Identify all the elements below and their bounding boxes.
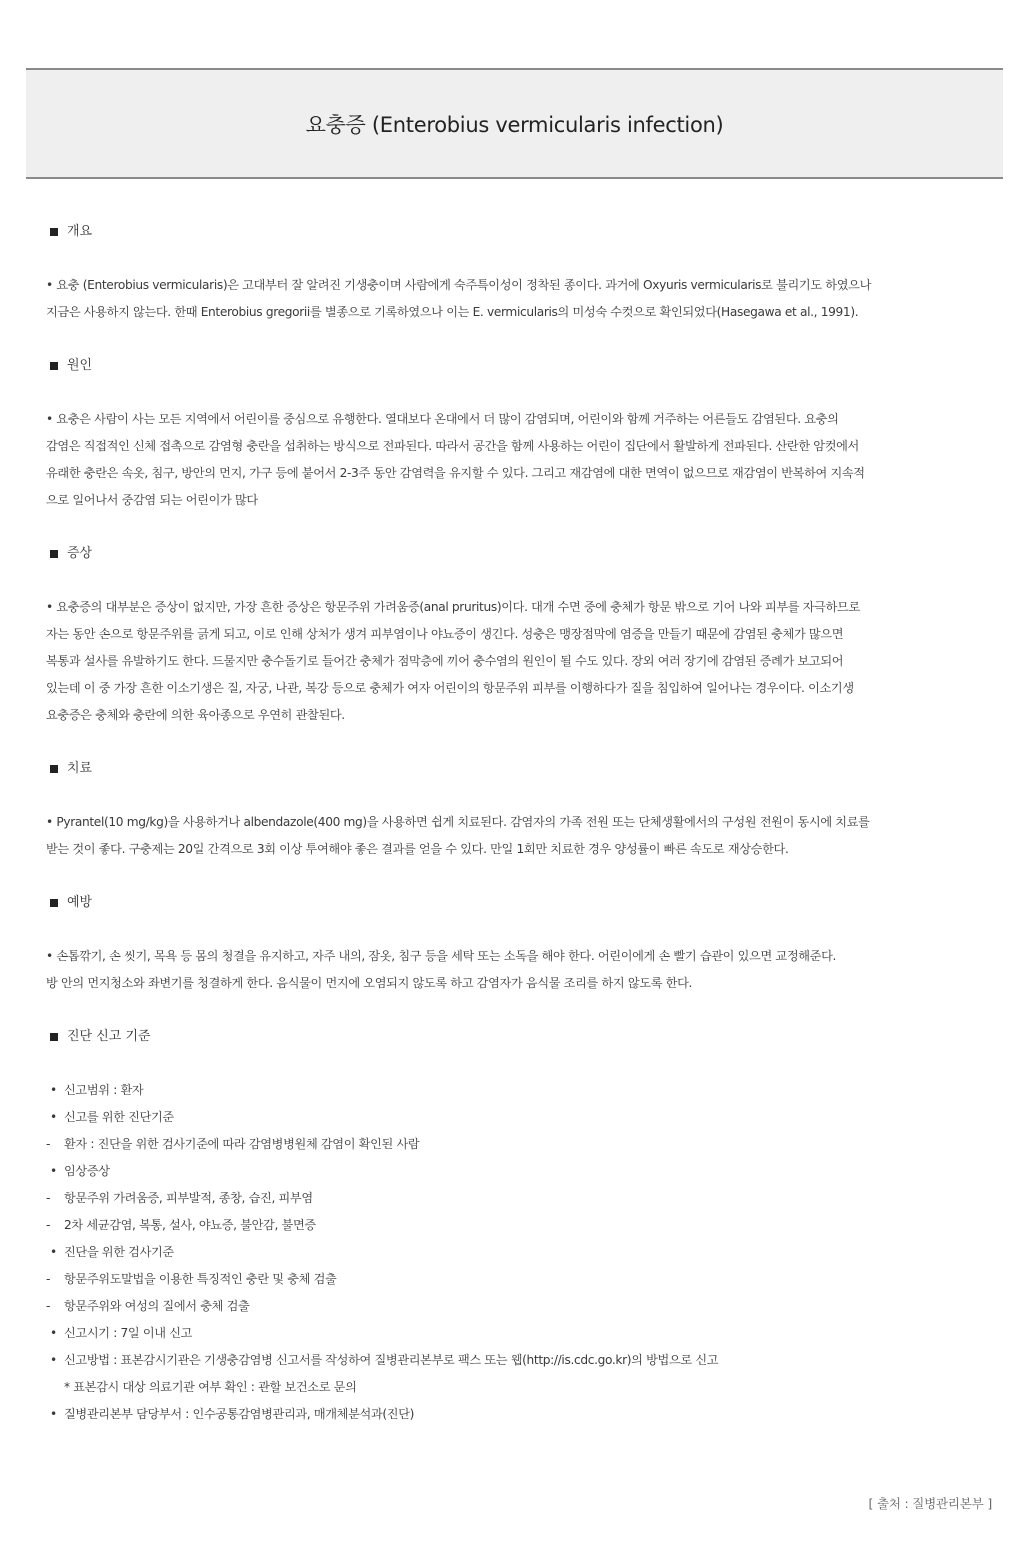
section-heading <box>46 218 996 246</box>
square-bullet-icon <box>50 1033 58 1041</box>
section-heading <box>46 889 996 917</box>
square-bullet-icon <box>50 550 58 558</box>
title-box <box>26 68 1003 179</box>
paragraph-line: 지금은 사용하지 않는다. 한때 Enterobius gregorii를 별종으로 기록하였으나 이는 E. vermicularis의 미성숙 수컷으로 확인되었다(Hasegawa et al., 1991). <box>46 305 859 319</box>
section-treatment <box>46 755 996 889</box>
section-prevention <box>46 889 996 1023</box>
section-criteria <box>46 1023 996 1428</box>
list-item: • 신고를 위한 진단기준 <box>50 1110 174 1124</box>
section-heading-label: 치료 <box>67 761 93 776</box>
list-item: - 항문주위와 여성의 질에서 충체 검출 <box>46 1299 250 1313</box>
section-heading-label: 개요 <box>67 224 93 239</box>
list-item: • 신고방법 : 표본감시기관은 기생충감염병 신고서를 작성하여 질병관리본부로 팩스 또는 웹(http://is.cdc.go.kr)의 방법으로 신고 <box>50 1353 719 1367</box>
page-title: 요충증 (Enterobius vermicularis infection) <box>305 112 724 137</box>
paragraph-line: • Pyrantel(10 mg/kg)을 사용하거나 albendazole(400 mg)을 사용하면 쉽게 치료된다. 감염자의 가족 전원 또는 단체생활에서의 구성원 전원이 동시에 치료를 <box>46 815 870 829</box>
section-heading-label: 진단 신고 기준 <box>67 1029 151 1044</box>
paragraph-line: • 요충은 사람이 사는 모든 지역에서 어린이를 중심으로 유행한다. 열대보다 온대에서 더 많이 감염되며, 어린이와 함께 거주하는 어른들도 감염된다. 요충의 <box>46 412 839 426</box>
section-overview <box>46 218 996 352</box>
section-heading <box>46 540 996 568</box>
section-heading <box>46 755 996 783</box>
section-symptoms <box>46 540 996 755</box>
section-heading-label: 예방 <box>67 895 93 910</box>
list-item: - 항문주위 가려움증, 피부발적, 종창, 습진, 피부염 <box>46 1191 313 1205</box>
paragraph-line: 있는데 이 중 가장 흔한 이소기생은 질, 자궁, 나관, 복강 등으로 충체가 여자 어린이의 항문주위 피부를 이행하다가 질을 침입하여 일어나는 경우이다. 이소기생 <box>46 681 854 695</box>
section-heading <box>46 352 996 380</box>
list-item: - 환자 : 진단을 위한 검사기준에 따라 감염병병원체 감염이 확인된 사람 <box>46 1137 420 1151</box>
square-bullet-icon <box>50 899 58 907</box>
paragraph-line: 방 안의 먼지청소와 좌변기를 청결하게 한다. 음식물이 먼지에 오염되지 않도록 하고 감염자가 음식물 조리를 하지 않도록 한다. <box>46 976 693 990</box>
list-item: - 2차 세균감염, 복통, 설사, 야뇨증, 불안감, 불면증 <box>46 1218 316 1232</box>
list-item: • 임상증상 <box>50 1164 110 1178</box>
list-item: • 신고범위 : 환자 <box>50 1083 144 1097</box>
paragraph-line: 받는 것이 좋다. 구충제는 20일 간격으로 3회 이상 투여해야 좋은 결과를 얻을 수 있다. 만일 1회만 치료한 경우 양성률이 빠른 속도로 재상승한다. <box>46 842 789 856</box>
paragraph-line: • 요충증의 대부분은 증상이 없지만, 가장 흔한 증상은 항문주위 가려움증(anal pruritus)이다. 대개 수면 중에 충체가 항문 밖으로 기어 나와 피부를 자극하므로 <box>46 600 860 614</box>
paragraph-line: 자는 동안 손으로 항문주위를 긁게 되고, 이로 인해 상처가 생겨 피부염이나 야뇨증이 생긴다. 성충은 맹장점막에 염증을 만들기 때문에 감염된 충체가 많으면 <box>46 627 844 641</box>
paragraph-line: 감염은 직접적인 신체 접촉으로 감염형 충란을 섭취하는 방식으로 전파된다. 따라서 공간을 함께 사용하는 어린이 집단에서 활발하게 전파된다. 산란한 암컷에서 <box>46 439 859 453</box>
square-bullet-icon <box>50 228 58 236</box>
paragraph-line: • 손톱깎기, 손 씻기, 목욕 등 몸의 청결을 유지하고, 자주 내의, 잠옷, 침구 등을 세탁 또는 소독을 해야 한다. 어린이에게 손 빨기 습관이 있으면 교정해준다. <box>46 949 837 963</box>
paragraph-line: 으로 일어나서 중감염 되는 어린이가 많다 <box>46 493 258 507</box>
section-heading-label: 원인 <box>67 358 93 373</box>
document-body <box>46 218 996 1428</box>
list-item: • 진단을 위한 검사기준 <box>50 1245 174 1259</box>
paragraph-line: 복통과 설사를 유발하기도 한다. 드물지만 충수돌기로 들어간 충체가 점막층에 끼어 충수염의 원인이 될 수도 있다. 장외 여러 장기에 감염된 증례가 보고되어 <box>46 654 844 668</box>
paragraph-line: 유래한 충란은 속옷, 침구, 방안의 먼지, 가구 등에 붙어서 2-3주 동안 감염력을 유지할 수 있다. 그리고 재감염에 대한 면역이 없으므로 재감염이 반복하여 지속적 <box>46 466 865 480</box>
list-item: - 항문주위도말법을 이용한 특징적인 충란 및 충체 검출 <box>46 1272 337 1286</box>
section-heading <box>46 1023 996 1051</box>
list-item: • 신고시기 : 7일 이내 신고 <box>50 1326 193 1340</box>
section-cause <box>46 352 996 540</box>
square-bullet-icon <box>50 362 58 370</box>
list-item-note: * 표본감시 대상 의료기관 여부 확인 : 관할 보건소로 문의 <box>64 1380 357 1394</box>
section-heading-label: 증상 <box>67 546 93 561</box>
paragraph-line: • 요충 (Enterobius vermicularis)은 고대부터 잘 알려진 기생충이며 사람에게 숙주특이성이 정착된 종이다. 과거에 Oxyuris vermicularis로 불리기도 하였으나 <box>46 278 871 292</box>
list-item: • 질병관리본부 담당부서 : 인수공통감염병관리과, 매개체분석과(진단) <box>50 1407 415 1421</box>
source-credit: [ 출처 : 질병관리본부 ] <box>868 1496 992 1511</box>
criteria-list <box>46 1077 996 1428</box>
square-bullet-icon <box>50 765 58 773</box>
paragraph-line: 요충증은 충체와 충란에 의한 육아종으로 우연히 관찰된다. <box>46 708 345 722</box>
